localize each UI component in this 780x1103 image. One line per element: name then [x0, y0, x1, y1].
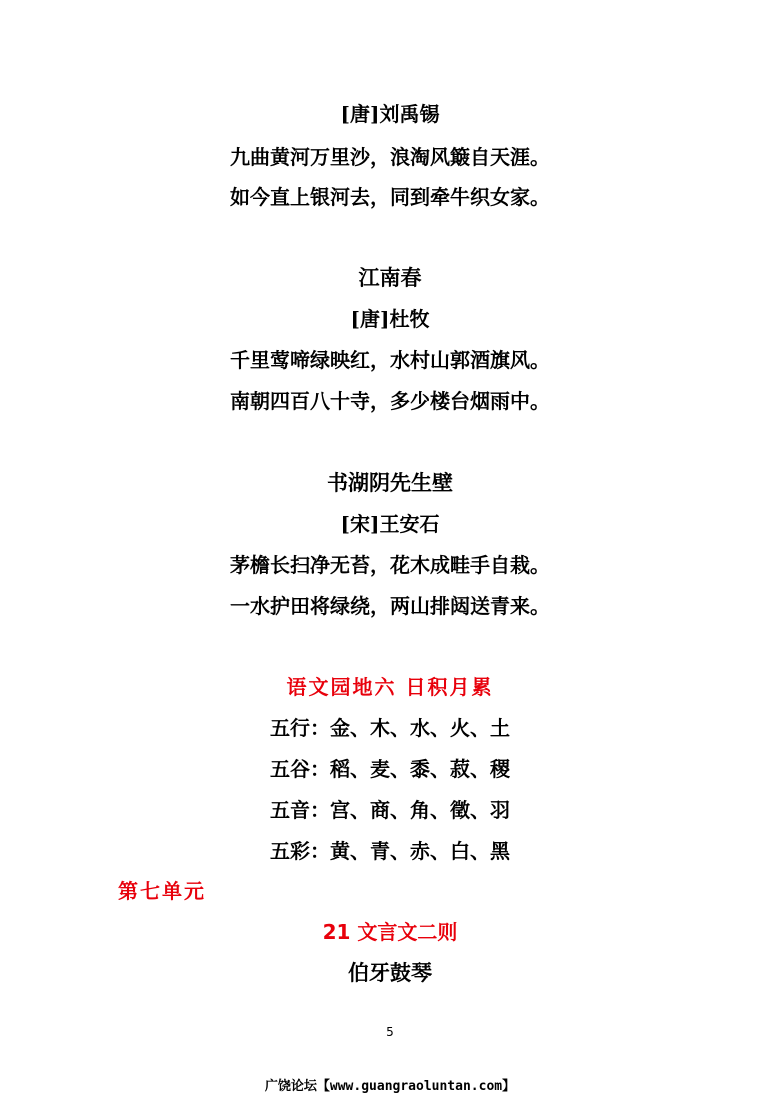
unit-heading: 第七单元	[118, 879, 206, 903]
poem3-line-2: 一水护田将绿绕，两山排闼送青来。	[230, 594, 550, 618]
section-item-wuxing: 五行：金、木、水、火、土	[270, 716, 510, 740]
section-item-wuyin: 五音：宫、商、角、徵、羽	[270, 798, 510, 822]
poem3-author: [宋]王安石	[340, 512, 440, 536]
poem1-line-2: 如今直上银河去，同到牵牛织女家。	[230, 185, 550, 209]
page-number: 5	[386, 1025, 394, 1039]
poem1-line-1: 九曲黄河万里沙，浪淘风簸自天涯。	[230, 145, 550, 169]
poem3-line-1: 茅檐长扫净无苔，花木成畦手自栽。	[230, 553, 550, 577]
footer-source: 广饶论坛【www.guangraoluntan.com】	[264, 1079, 516, 1094]
poem2-line-1: 千里莺啼绿映红，水村山郭酒旗风。	[230, 348, 550, 372]
poem2-author: [唐]杜牧	[350, 307, 430, 331]
poem2-title: 江南春	[358, 266, 422, 290]
lesson-subtitle: 伯牙鼓琴	[348, 961, 432, 985]
section-item-wucai: 五彩：黄、青、赤、白、黑	[270, 839, 510, 863]
section-heading: 语文园地六 日积月累	[286, 675, 494, 699]
poem1-author: [唐]刘禹锡	[340, 102, 440, 126]
lesson-title: 21 文言文二则	[322, 920, 458, 944]
section-item-wugu: 五谷：稻、麦、黍、菽、稷	[270, 757, 510, 781]
poem2-line-2: 南朝四百八十寺，多少楼台烟雨中。	[230, 389, 550, 413]
poem3-title: 书湖阴先生壁	[327, 471, 453, 495]
